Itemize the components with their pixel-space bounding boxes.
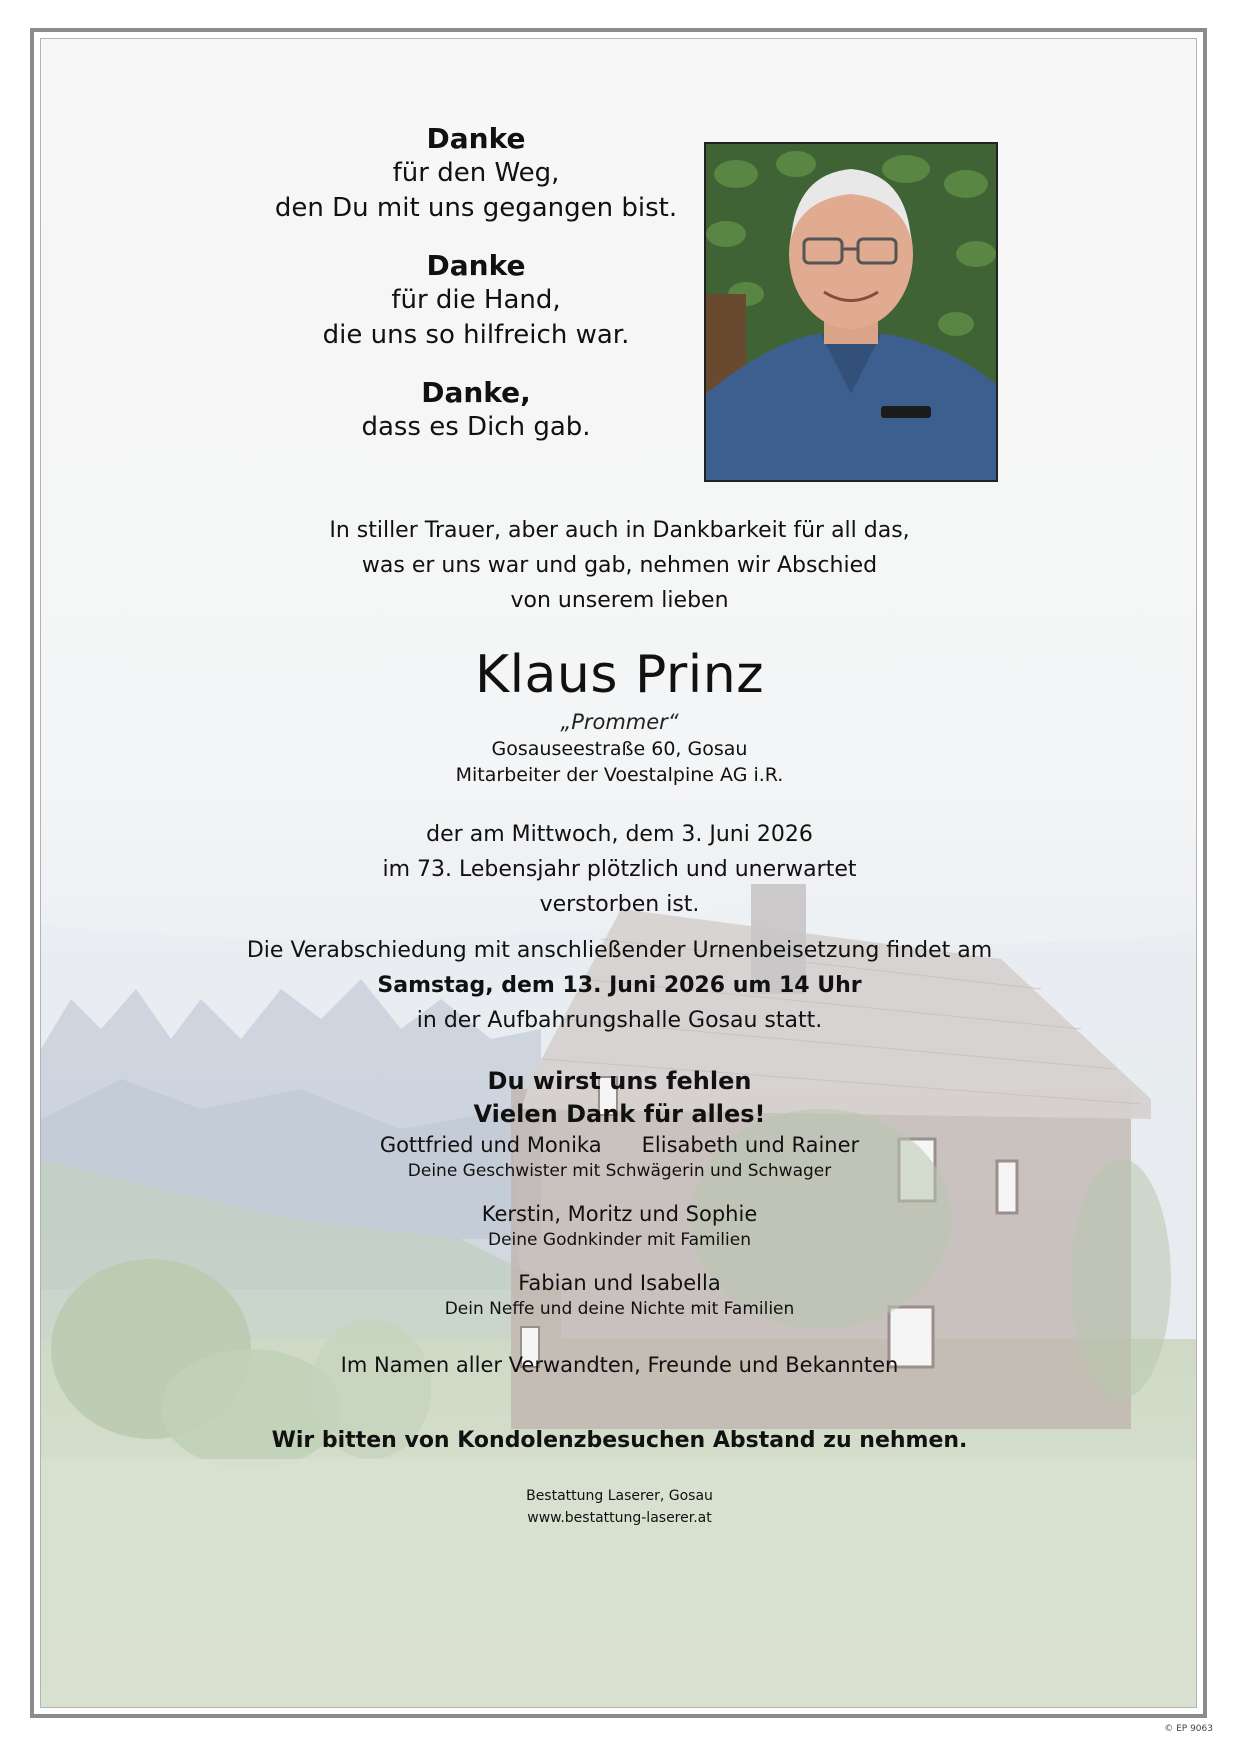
deceased-address: Gosauseestraße 60, Gosau [491, 738, 748, 760]
mourner-names: Gottfried und Monika Elisabeth und Rainer [379, 1133, 860, 1157]
verse-line: dass es Dich gab. [361, 412, 591, 442]
mourner-relation: Deine Godnkinder mit Familien [488, 1230, 751, 1250]
farewell-text [41, 1065, 1197, 1131]
verse-line: für die Hand, [391, 285, 561, 315]
death-line: verstorben ist. [539, 892, 700, 917]
mourner-relation: Deine Geschwister mit Schwägerin und Schwager [407, 1161, 832, 1181]
verse-line: für den Weg, [392, 158, 560, 188]
verse-line: den Du mit uns gegangen bist. [274, 193, 678, 223]
inner-frame [40, 38, 1197, 1708]
farewell-line: Du wirst uns fehlen [487, 1067, 752, 1095]
intro-line: von unserem lieben [510, 588, 729, 613]
intro-line: was er uns war und gab, nehmen wir Abschied [361, 553, 878, 578]
intro-line: In stiller Trauer, aber auch in Dankbarkeit für all das, [329, 518, 910, 543]
ceremony-line: in der Aufbahrungshalle Gosau statt. [416, 1008, 823, 1033]
ceremony-date: Samstag, dem 13. Juni 2026 um 14 Uhr [377, 973, 862, 998]
portrait-image [706, 144, 996, 480]
funeral-home-website: www.bestattung-laserer.at [527, 1510, 712, 1526]
verse-title: Danke, [421, 376, 531, 409]
ceremony-text [41, 933, 1197, 1038]
others-line: Im Namen aller Verwandten, Freunde und Bekannten [340, 1353, 899, 1377]
verse-stanza-2 [201, 248, 751, 353]
portrait-photo [704, 142, 998, 482]
deceased-occupation: Mitarbeiter der Voestalpine AG i.R. [455, 764, 784, 786]
mourner-group-2 [41, 1200, 1197, 1252]
mourner-relation: Dein Neffe und deine Nichte mit Familien [444, 1299, 795, 1319]
funeral-home-name: Bestattung Laserer, Gosau [526, 1488, 713, 1504]
condolence-notice: Wir bitten von Kondolenzbesuchen Abstand zu nehmen. [271, 1428, 968, 1453]
death-text [41, 817, 1197, 922]
death-line: im 73. Lebensjahr plötzlich und unerwartet [382, 857, 857, 882]
farewell-line: Vielen Dank für alles! [473, 1100, 766, 1128]
mourner-group-1 [41, 1131, 1197, 1183]
deceased-nickname: „Prommer“ [560, 710, 679, 734]
mourner-names: Fabian und Isabella [518, 1271, 721, 1295]
verse-stanza-3 [201, 375, 751, 445]
mourner-names: Kerstin, Moritz und Sophie [481, 1202, 758, 1226]
ceremony-line: Die Verabschiedung mit anschließender Urnenbeisetzung findet am [246, 938, 993, 963]
intro-text [41, 513, 1197, 618]
funeral-home-footer [41, 1485, 1197, 1529]
death-line: der am Mittwoch, dem 3. Juni 2026 [426, 822, 813, 847]
verse-stanza-1 [201, 121, 751, 226]
verse-title: Danke [426, 249, 526, 282]
deceased-name: Klaus Prinz [474, 645, 764, 705]
verse-title: Danke [426, 122, 526, 155]
mourner-group-3 [41, 1269, 1197, 1321]
obituary-content [41, 39, 1197, 1708]
ep-code: © EP 9063 [1164, 1724, 1213, 1734]
verse-line: die uns so hilfreich war. [322, 320, 630, 350]
